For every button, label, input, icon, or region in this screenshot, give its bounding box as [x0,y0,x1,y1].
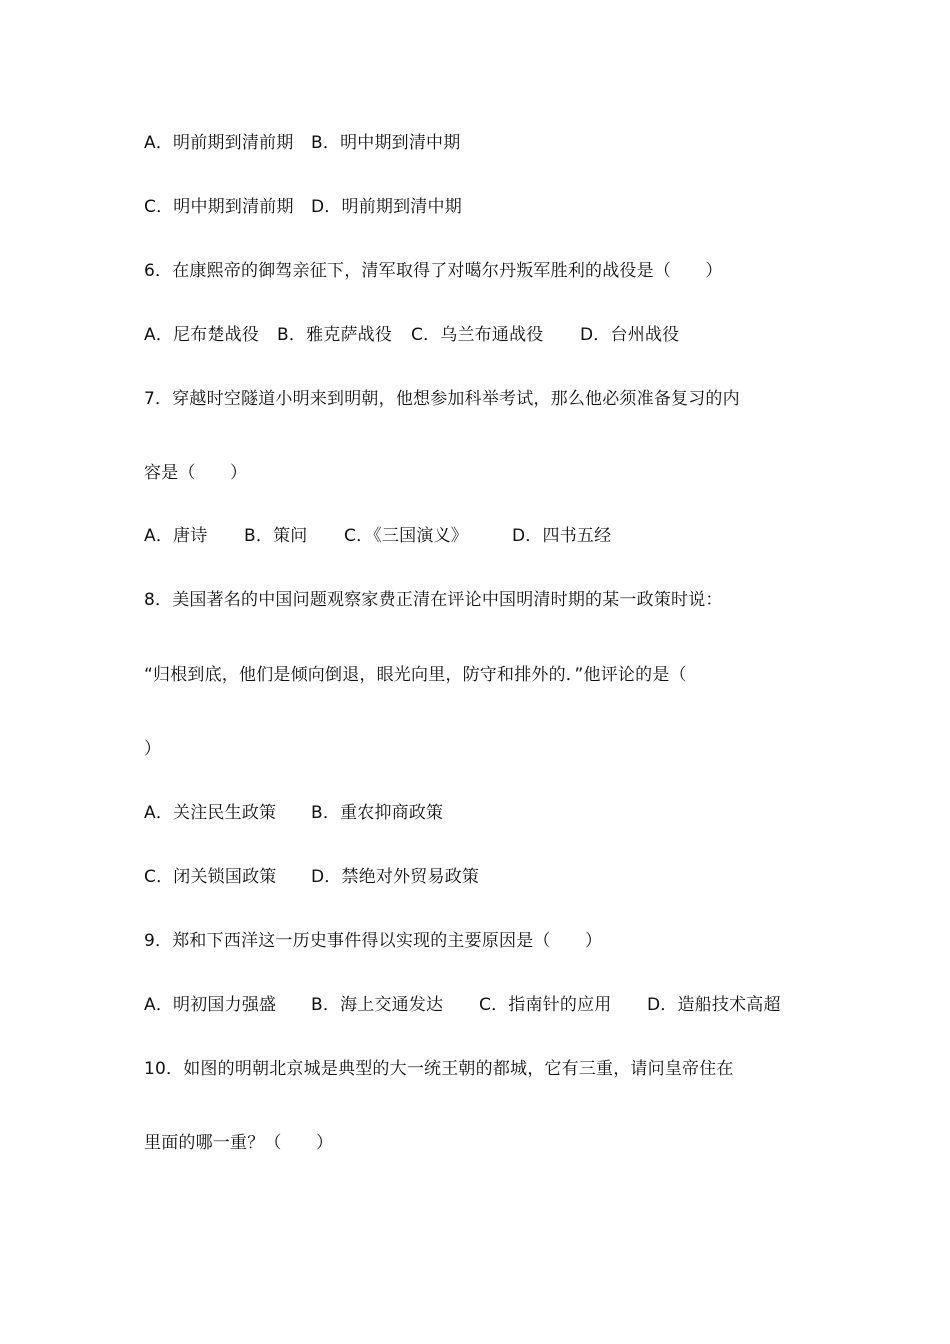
q9-option-d: D．造船技术高超 [647,995,781,1015]
q7-option-a: A．唐诗 [144,526,208,546]
q6-option-c: C．乌兰布通战役 [411,325,544,345]
q10-stem-line-2: 里面的哪一重？（ ） [144,1133,334,1153]
q7-option-d: D．四书五经 [512,526,612,546]
q9-option-a: A．明初国力强盛 [144,995,277,1015]
q9-stem: 9．郑和下西洋这一历史事件得以实现的主要原因是（ ） [144,931,603,951]
q8-stem-line-3: ） [144,739,162,759]
q7-option-b: B．策问 [244,526,308,546]
q8-option-b: B．重农抑商政策 [311,803,444,823]
q7-stem-line-1: 7．穿越时空隧道小明来到明朝，他想参加科举考试，那么他必须准备复习的内 [144,389,740,409]
q9-option-b: B．海上交通发达 [311,995,444,1015]
q7-stem-line-2: 容是（ ） [144,463,248,483]
q5-option-a: A．明前期到清前期 [144,133,294,153]
q5-option-d: D．明前期到清中期 [311,197,462,217]
q8-option-a: A．关注民生政策 [144,803,277,823]
q10-stem-line-1: 10．如图的明朝北京城是典型的大一统王朝的都城，它有三重，请问皇帝住在 [144,1059,734,1079]
q5-option-c: C．明中期到清前期 [144,197,294,217]
q6-option-b: B．雅克萨战役 [277,325,393,345]
q8-option-d: D．禁绝对外贸易政策 [311,867,480,887]
q8-stem-line-1: 8．美国著名的中国问题观察家费正清在评论中国明清时期的某一政策时说： [144,590,723,610]
q6-option-a: A．尼布楚战役 [144,325,260,345]
q6-stem: 6．在康熙帝的御驾亲征下，清军取得了对噶尔丹叛军胜利的战役是（ ） [144,261,723,281]
q8-option-c: C．闭关锁国政策 [144,867,277,887]
q9-option-c: C．指南针的应用 [479,995,612,1015]
q5-option-b: B．明中期到清中期 [311,133,461,153]
q6-option-d: D．台州战役 [580,325,680,345]
q7-option-c: C．《三国演义》 [344,526,468,546]
q8-stem-line-2: “归根到底，他们是倾向倒退，眼光向里，防守和排外的．”他评论的是（ [144,665,687,685]
